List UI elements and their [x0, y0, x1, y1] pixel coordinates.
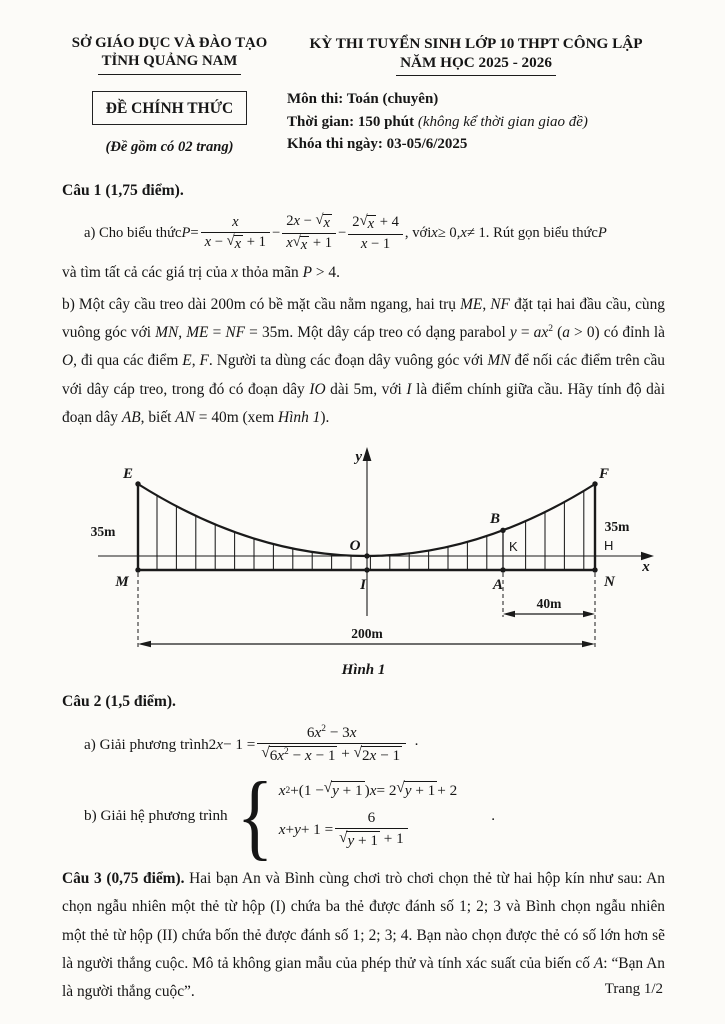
- province-name: TỈNH QUẢNG NAM: [62, 52, 277, 74]
- exam-date-line: Khóa thi ngày: 03-05/6/2025: [287, 136, 468, 152]
- right-tower-height-label: 35m: [604, 519, 630, 535]
- header-left-block: [62, 34, 277, 157]
- mn-span-label: 200m: [351, 626, 383, 642]
- q2b-lead: b) Giải hệ phương trình: [84, 806, 228, 824]
- exam-title: KỲ THI TUYỂN SINH LỚP 10 THPT CÔNG LẬP: [309, 35, 643, 52]
- figure-label-m: M: [115, 574, 129, 591]
- q1a-formula: P = x x − √ x + 1 − 2x − √ x x √ x + 1 − 2 √ x + 4 x − 1 , với x ≥ 0, x ≠ 1. Rút gọn biểu thức P: [181, 211, 607, 254]
- figure-label-o: O: [349, 538, 361, 555]
- school-year: NĂM HỌC 2025 - 2026: [287, 53, 665, 76]
- q1a-condition-line: và tìm tất cả các giá trị của x thỏa mãn P > 4.: [62, 263, 340, 281]
- q1-heading: Câu 1 (1,75 điểm).: [62, 181, 184, 199]
- figure-label-b: B: [489, 511, 501, 528]
- figure-label-i: I: [360, 577, 366, 594]
- q2-heading: Câu 2 (1,5 điểm).: [62, 693, 176, 711]
- figure-label-h: H: [604, 538, 614, 554]
- left-tower-height-label: 35m: [90, 524, 116, 540]
- exam-header: [62, 34, 665, 157]
- q2a-lead: a) Giải phương trình: [84, 735, 209, 753]
- department-name: SỞ GIÁO DỤC VÀ ĐÀO TẠO: [71, 35, 268, 51]
- q1a-expression-line: [62, 213, 665, 255]
- q3-paragraph: Câu 3 (0,75 điểm). Hai bạn An và Bình cùng chơi trò chơi chọn thẻ từ hai hộp kín như sau: An chọn ngẫu nhiên một thẻ từ hộp (I) chứa ba thẻ được đánh số 1; 2; 3 và Bình chọn ngẫu nhiên một thẻ từ hộp (II) chứa bốn thẻ được đánh số 1; 2; 3; 4. Bạn nào chọn được thẻ có số lớn hơn sẽ là người thắng cuộc. Mô tả không gian mẫu của phép thử và tính xác suất của biến cố A: “Bạn An là người thắng cuộc”.: [62, 870, 665, 1001]
- figure-label-k: K: [509, 539, 518, 555]
- figure-label-e: E: [122, 466, 134, 483]
- q2b-period: .: [491, 806, 496, 824]
- q2a-period: ·: [414, 735, 420, 753]
- y-axis-label: y: [355, 449, 362, 466]
- exam-meta: [287, 88, 665, 156]
- q2b-equation-2: x + y + 1 = 6 √ y + 1 + 1: [279, 809, 458, 850]
- cable-hangers: [157, 491, 584, 570]
- figure-label-n: N: [604, 574, 615, 591]
- header-right-block: [287, 34, 665, 156]
- bridge-figure: [62, 444, 665, 656]
- duration-line: Thời gian: 150 phút (không kể thời gian giao đề): [287, 113, 588, 130]
- q2a-equation-line: [62, 724, 665, 765]
- q2b-system: { x 2 + (1 − √ y + 1 ) x = 2 √ y + 1 + 2 x + y + 1 = 6 √ y + 1 + 1: [236, 761, 458, 869]
- bridge-figure-wrap: [62, 444, 665, 679]
- q2b-equation-1: x 2 + (1 − √ y + 1 ) x = 2 √ y + 1 + 2: [278, 779, 458, 800]
- official-exam-badge: ĐỀ CHÍNH THỨC: [62, 75, 277, 125]
- q1a-lead: a) Cho biểu thức: [84, 225, 182, 242]
- q2a-formula: 2 x − 1 = $6x^2 - 3x$ √ $6x^2 - x - 1$ + √ 2x − 1: [209, 724, 408, 765]
- q2b-system-line: [62, 761, 665, 869]
- page-number: Trang 1/2: [604, 981, 663, 997]
- subject-line: Môn thi: Toán (chuyên): [287, 91, 439, 107]
- q1b-paragraph: b) Một cây cầu treo dài 200m có bề mặt cầu nằm ngang, hai trụ ME, NF đặt tại hai đầu cầu, cùng vuông góc với MN, ME = NF = 35m. Một dây cáp treo có dạng parabol $y = ax^2$ (a > 0) có đỉnh là O, đi qua các điểm E, F. Người ta dùng các đoạn dây vuông góc với MN để nối các điểm trên cầu với dây cáp treo, trong đó có đoạn dây IO dài 5m, với I là điểm chính giữa cầu. Hãy tính độ dài đoạn dây AB, biết AN = 40m (xem Hình 1).: [62, 295, 665, 426]
- figure-caption: Hình 1: [341, 662, 386, 679]
- figure-label-f: F: [598, 466, 610, 483]
- page-count-note: (Đề gồm có 02 trang): [105, 139, 234, 156]
- figure-label-a: A: [492, 577, 504, 594]
- an-span-label: 40m: [536, 596, 562, 612]
- x-axis-label: x: [642, 559, 650, 576]
